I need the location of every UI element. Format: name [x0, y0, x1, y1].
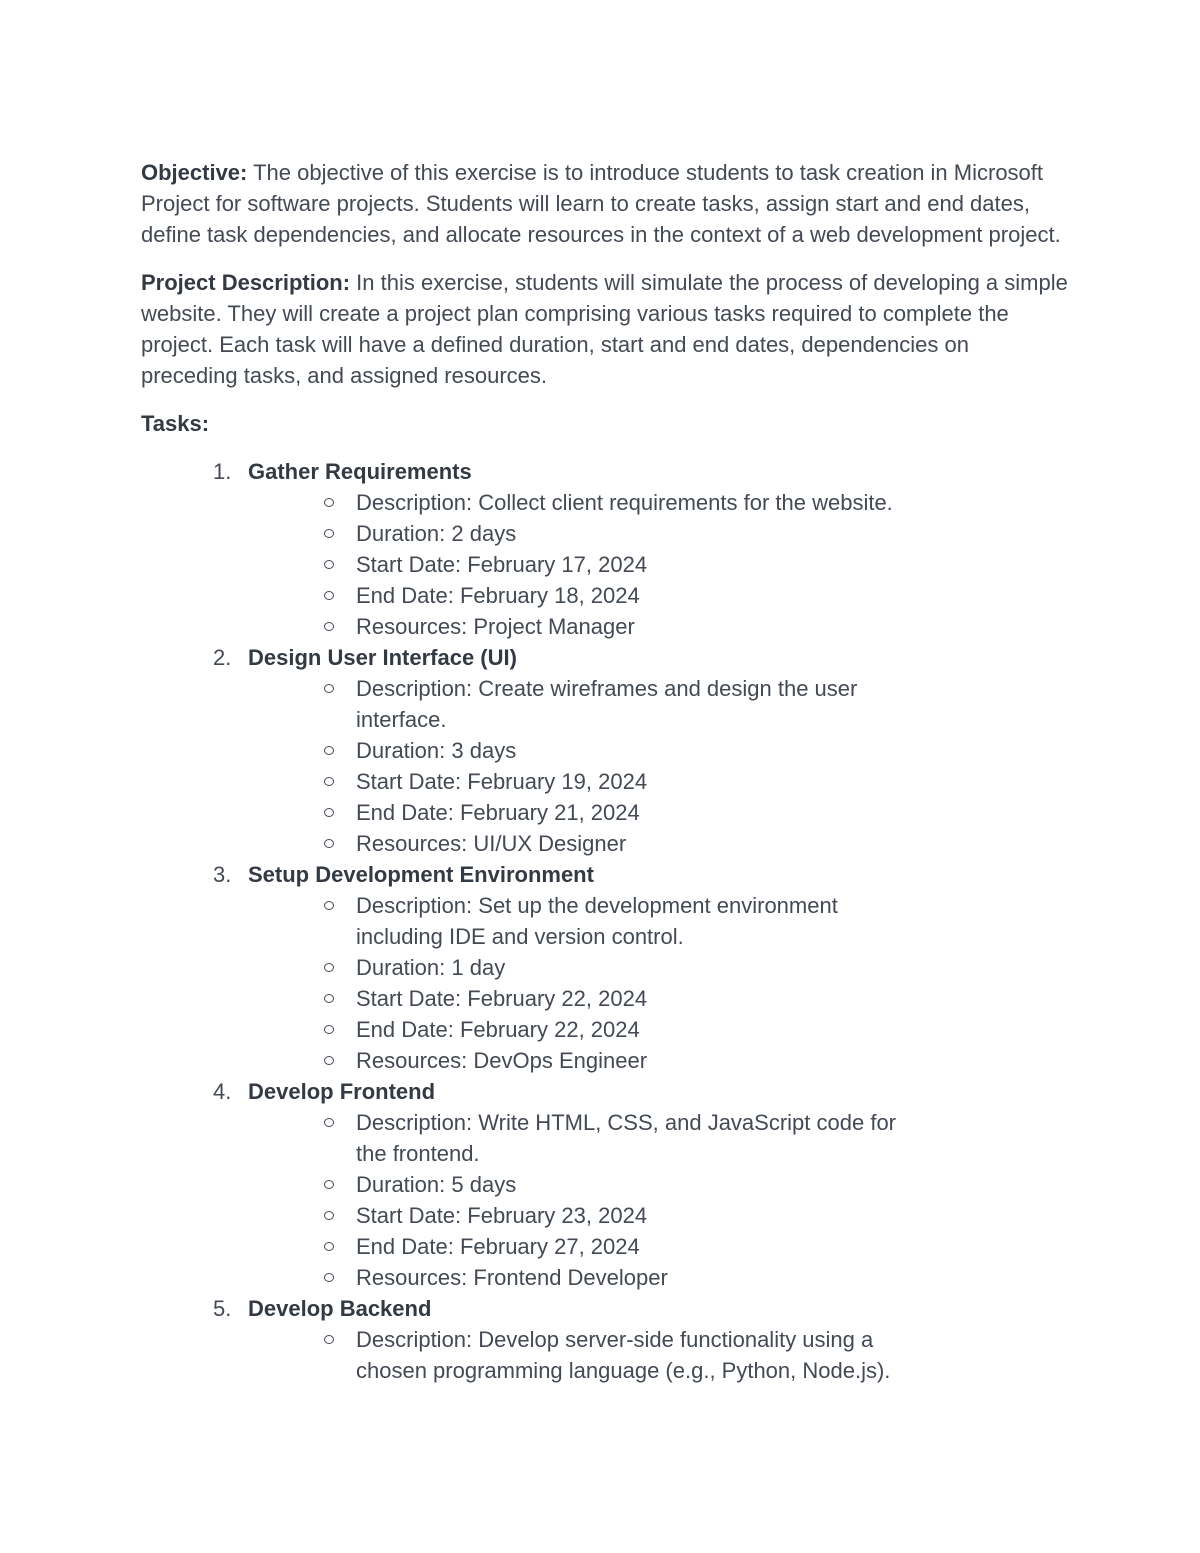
task-detail-list	[248, 890, 1071, 1076]
hollow-circle-bullet-icon	[324, 1273, 334, 1282]
hollow-circle-bullet-icon	[324, 777, 334, 786]
hollow-circle-bullet-icon	[324, 1335, 334, 1344]
task-detail-item	[248, 797, 916, 828]
task-detail-item	[248, 828, 916, 859]
task-detail-item	[248, 1014, 916, 1045]
task-number: 3.	[213, 862, 232, 887]
task-detail-item	[248, 518, 916, 549]
task-title: Develop Backend	[248, 1296, 432, 1321]
hollow-circle-bullet-icon	[324, 1025, 334, 1034]
hollow-circle-bullet-icon	[324, 1180, 334, 1189]
task-detail-item	[248, 735, 916, 766]
task-title: Design User Interface (UI)	[248, 645, 517, 670]
hollow-circle-bullet-icon	[324, 901, 334, 910]
task-detail-item	[248, 673, 916, 735]
task-detail-text: Description: Create wireframes and design the user interface.	[356, 676, 858, 732]
task-detail-text: Description: Set up the development environment including IDE and version control.	[356, 893, 838, 949]
task-detail-item	[248, 611, 916, 642]
task-detail-text: Description: Collect client requirements for the website.	[356, 490, 893, 515]
task-detail-item	[248, 1324, 916, 1386]
objective-label: Objective:	[141, 160, 248, 185]
task-detail-text: Resources: UI/UX Designer	[356, 831, 627, 856]
task-detail-item	[248, 983, 916, 1014]
hollow-circle-bullet-icon	[324, 529, 334, 538]
hollow-circle-bullet-icon	[324, 1211, 334, 1220]
hollow-circle-bullet-icon	[324, 808, 334, 817]
task-item	[141, 1293, 1071, 1386]
objective-text: The objective of this exercise is to introduce students to task creation in Microsoft Project for software projects. Students will learn to create tasks, assign start and end dates, define task dependencies, and allocate resources in the context of a web development project.	[141, 160, 1061, 247]
task-detail-text: End Date: February 18, 2024	[356, 583, 640, 608]
hollow-circle-bullet-icon	[324, 994, 334, 1003]
task-detail-list	[248, 487, 1071, 642]
task-detail-text: Start Date: February 23, 2024	[356, 1203, 648, 1228]
task-title: Gather Requirements	[248, 459, 472, 484]
task-detail-text: Start Date: February 22, 2024	[356, 986, 648, 1011]
task-item	[141, 859, 1071, 1076]
task-title: Setup Development Environment	[248, 862, 594, 887]
task-number: 5.	[213, 1296, 232, 1321]
task-detail-text: Description: Write HTML, CSS, and JavaScript code for the frontend.	[356, 1110, 897, 1166]
hollow-circle-bullet-icon	[324, 1118, 334, 1127]
project-description-text: In this exercise, students will simulate the process of developing a simple website. They will create a project plan comprising various tasks required to complete the project. Each task will have a defined duration, start and end dates, dependencies on preceding tasks, and assigned resources.	[141, 270, 1068, 388]
task-number: 4.	[213, 1079, 232, 1104]
task-detail-item	[248, 766, 916, 797]
task-detail-item	[248, 1169, 916, 1200]
task-detail-text: Start Date: February 17, 2024	[356, 552, 648, 577]
project-description-paragraph	[141, 267, 1071, 391]
task-detail-item	[248, 1200, 916, 1231]
hollow-circle-bullet-icon	[324, 746, 334, 755]
task-detail-text: Duration: 1 day	[356, 955, 506, 980]
hollow-circle-bullet-icon	[324, 839, 334, 848]
task-list	[141, 456, 1071, 1386]
task-detail-text: Start Date: February 19, 2024	[356, 769, 648, 794]
task-detail-item	[248, 487, 916, 518]
task-detail-text: Resources: Frontend Developer	[356, 1265, 668, 1290]
task-number: 1.	[213, 459, 232, 484]
hollow-circle-bullet-icon	[324, 560, 334, 569]
objective-paragraph	[141, 157, 1071, 250]
task-detail-text: End Date: February 22, 2024	[356, 1017, 640, 1042]
hollow-circle-bullet-icon	[324, 498, 334, 507]
tasks-heading: Tasks:	[141, 411, 210, 436]
task-item	[141, 456, 1071, 642]
hollow-circle-bullet-icon	[324, 1056, 334, 1065]
task-detail-text: Duration: 3 days	[356, 738, 517, 763]
task-number: 2.	[213, 645, 232, 670]
task-item	[141, 1076, 1071, 1293]
task-detail-item	[248, 1045, 916, 1076]
hollow-circle-bullet-icon	[324, 1242, 334, 1251]
task-detail-item	[248, 890, 916, 952]
task-detail-item	[248, 1107, 916, 1169]
task-detail-text: Duration: 2 days	[356, 521, 517, 546]
task-detail-list	[248, 673, 1071, 859]
task-detail-item	[248, 1262, 916, 1293]
task-detail-item	[248, 1231, 916, 1262]
task-detail-text: Description: Develop server-side functionality using a chosen programming language (e.g., Python, Node.js).	[356, 1327, 891, 1383]
task-item	[141, 642, 1071, 859]
document-page	[141, 157, 1071, 1386]
task-detail-text: Duration: 5 days	[356, 1172, 517, 1197]
hollow-circle-bullet-icon	[324, 963, 334, 972]
task-detail-item	[248, 952, 916, 983]
hollow-circle-bullet-icon	[324, 591, 334, 600]
task-detail-text: End Date: February 21, 2024	[356, 800, 640, 825]
task-detail-item	[248, 549, 916, 580]
task-detail-text: Resources: Project Manager	[356, 614, 635, 639]
task-title: Develop Frontend	[248, 1079, 436, 1104]
hollow-circle-bullet-icon	[324, 684, 334, 693]
task-detail-list	[248, 1324, 1071, 1386]
hollow-circle-bullet-icon	[324, 622, 334, 631]
task-detail-text: Resources: DevOps Engineer	[356, 1048, 648, 1073]
task-detail-text: End Date: February 27, 2024	[356, 1234, 640, 1259]
project-description-label: Project Description:	[141, 270, 351, 295]
task-detail-item	[248, 580, 916, 611]
task-detail-list	[248, 1107, 1071, 1293]
